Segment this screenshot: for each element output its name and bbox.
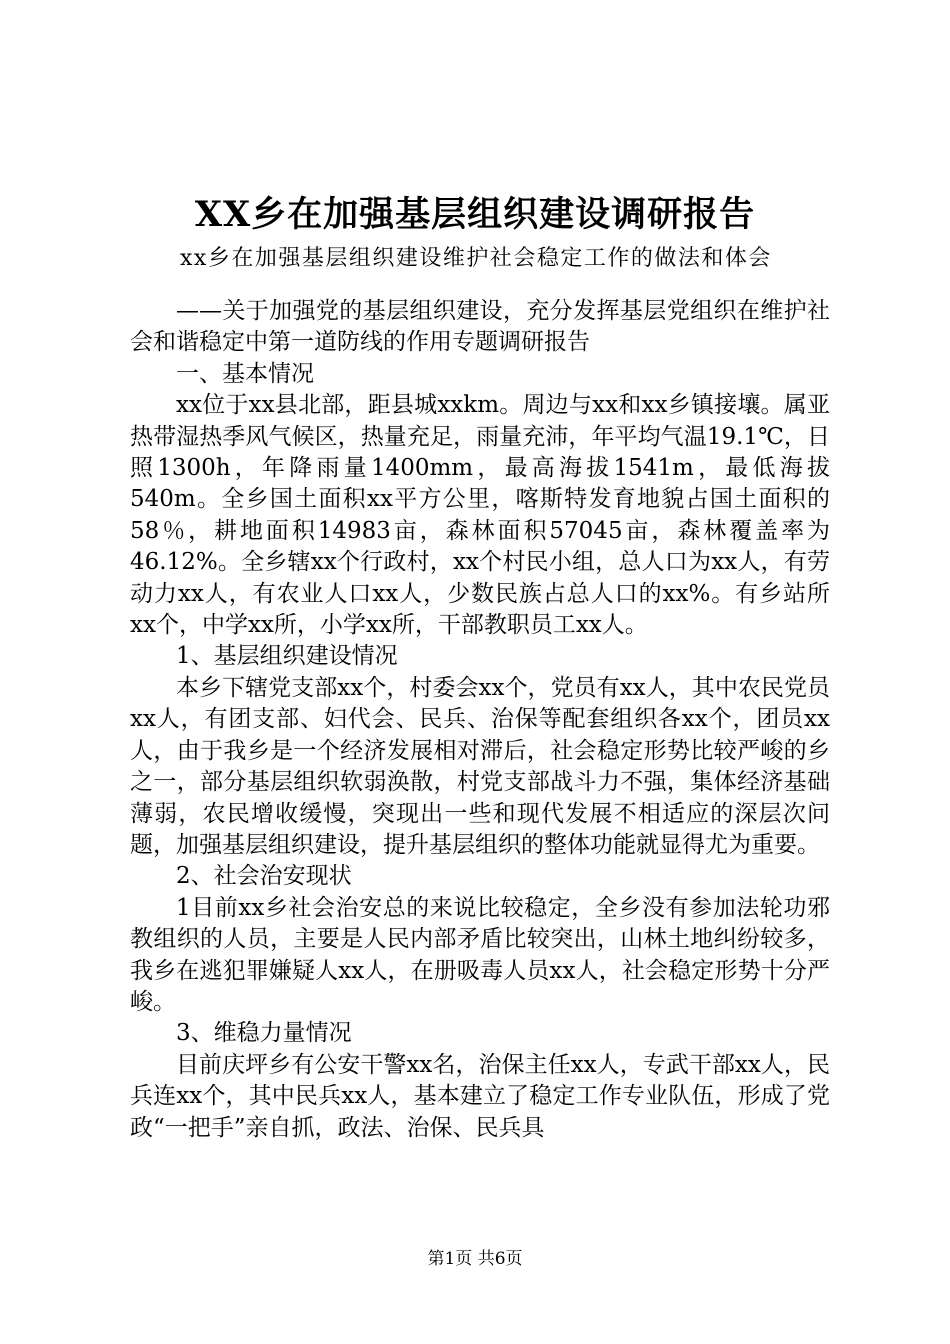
basic-info-paragraph: xx位于xx县北部，距县城xxkm。周边与xx和xx乡镇接壤。属亚热带湿热季风气候区，热量充足，雨量充沛，年平均气温19.1℃，日照1300h，年降雨量1400mm，最高海拔1541m，最低海拔540m。全乡国土面积xx平方公里，喀斯特发育地貌占国土面积的58％，耕地面积14983亩，森林面积57045亩，森林覆盖率为46.12%。全乡辖xx个行政村，xx个村民小组，总人口为xx人，有劳动力xx人，有农业人口xx人，少数民族占总人口的xx%。有乡站所xx个，中学xx所，小学xx所，干部教职员工xx人。 bbox=[130, 392, 830, 639]
intro-paragraph: ——关于加强党的基层组织建设，充分发挥基层党组织在维护社会和谐稳定中第一道防线的作用专题调研报告 bbox=[130, 298, 830, 356]
document-subtitle: xx乡在加强基层组织建设维护社会稳定工作的做法和体会 bbox=[180, 246, 772, 271]
document-title: XX乡在加强基层组织建设调研报告 bbox=[194, 194, 756, 235]
security-paragraph: 1目前xx乡社会治安总的来说比较稳定，全乡没有参加法轮功邪教组织的人员，主要是人民内部矛盾比较突出，山林土地纠纷较多，我乡在逃犯罪嫌疑人xx人，在册吸毒人员xx人，社会稳定形势十分严峻。 bbox=[130, 894, 830, 1015]
stability-paragraph: 目前庆坪乡有公安干警xx名，治保主任xx人，专武干部xx人，民兵连xx个，其中民兵xx人，基本建立了稳定工作专业队伍，形成了党政“一把手”亲自抓，政法、治保、民兵具 bbox=[130, 1051, 830, 1141]
section-heading-security: 2、社会治安现状 bbox=[176, 863, 352, 890]
section-heading-organization: 1、基层组织建设情况 bbox=[176, 643, 398, 670]
section-heading-basic: 一、基本情况 bbox=[176, 360, 314, 387]
page-number: 第1页 共6页 bbox=[427, 1249, 523, 1269]
document-body bbox=[130, 296, 830, 1144]
section-heading-stability: 3、维稳力量情况 bbox=[176, 1020, 352, 1047]
organization-paragraph: 本乡下辖党支部xx个，村委会xx个，党员有xx人，其中农民党员xx人，有团支部、妇代会、民兵、治保等配套组织各xx个，团员xx人，由于我乡是一个经济发展相对滞后，社会稳定形势比较严峻的乡之一，部分基层组织软弱涣散，村党支部战斗力不强，集体经济基础薄弱，农民增收缓慢，突现出一些和现代发展不相适应的深层次问题，加强基层组织建设，提升基层组织的整体功能就显得尤为重要。 bbox=[130, 674, 830, 858]
